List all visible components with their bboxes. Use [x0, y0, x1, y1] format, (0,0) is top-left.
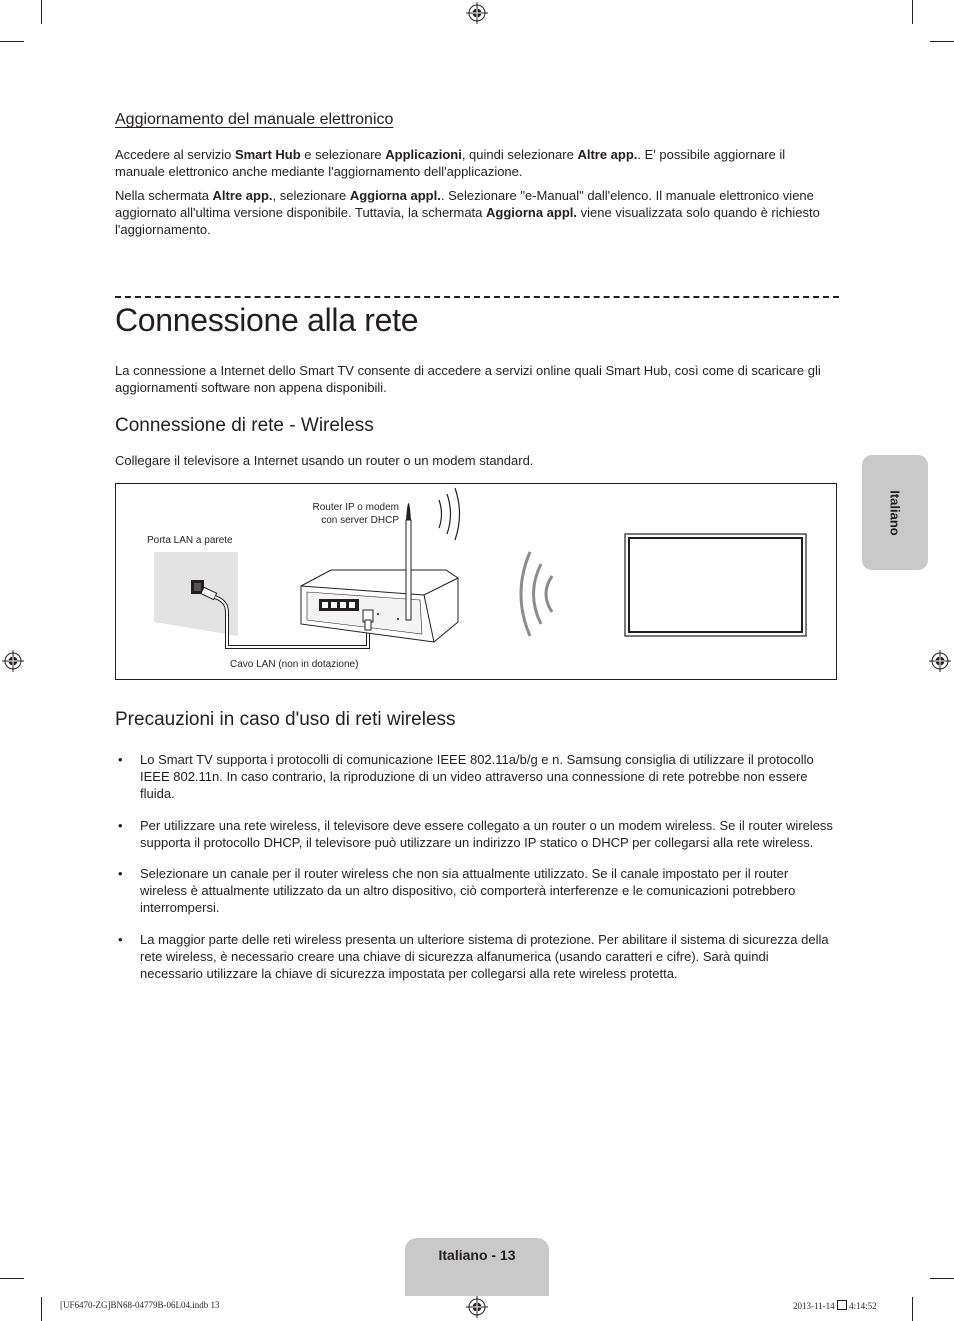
text-run: e selezionare [300, 147, 386, 162]
print-timestamp [793, 1300, 877, 1311]
print-file-info: [UF6470-ZG]BN68-04779B-06L04.indb 13 [60, 1300, 220, 1310]
bold-term: Smart Hub [234, 147, 301, 162]
language-side-tab-label: Italiano [887, 489, 903, 536]
wireless-diagram-illustration [116, 484, 836, 679]
list-item-text: La maggior parte delle reti wireless presenta un ulteriore sistema di protezione. Per abilitare il sistema di sicurezza della rete wireless, è necessario creare una chiave di sicurezza alfanumerica (usando caratteri e cifre). Sarà quindi necessario utilizzare la chiave di sicurezza impostata per collegarsi alla rete wireless protetta. [140, 931, 829, 981]
crop-mark [41, 0, 42, 24]
section-divider [115, 296, 839, 298]
bold-term: Aggiorna appl. [486, 205, 578, 220]
glyph-box-icon [837, 1300, 847, 1310]
update-heading: Aggiornamento del manuale elettronico [115, 111, 394, 128]
print-date: 2013-11-14 [793, 1301, 837, 1311]
text-run: Accedere al servizio [115, 147, 235, 162]
registration-mark-icon [466, 1296, 488, 1318]
text-run: . Selezionare "e-Manual" dall'elenco. Il manuale elettronico viene aggiornato all'ultima versione disponibile. Tuttavia, la schermata [115, 188, 814, 220]
crop-mark [0, 41, 24, 42]
router-signal-icon [439, 500, 442, 528]
text-run: viene visualizzata solo quando è richiesto l'aggiornamento. [115, 205, 820, 237]
page-title: Connessione alla rete [115, 302, 419, 338]
page-number-tab [405, 1238, 549, 1296]
bold-term: Altre app. [577, 147, 638, 162]
list-item [115, 931, 835, 982]
crop-mark [930, 41, 954, 42]
wall-port-label: Porta LAN a parete [147, 535, 233, 546]
crop-mark [41, 1297, 42, 1321]
registration-mark-icon [929, 650, 951, 672]
bold-term: Aggiorna appl. [349, 188, 441, 203]
wireless-signal-icon [546, 576, 552, 612]
bold-term: Altre app. [212, 188, 273, 203]
router-label-line-2: con server DHCP [321, 515, 399, 526]
print-time: 4:14:52 [846, 1301, 877, 1311]
list-item [115, 751, 835, 802]
precautions-heading: Precauzioni in caso d'uso di reti wireless [115, 709, 456, 730]
bullet-icon: • [118, 931, 123, 947]
wireless-diagram [115, 483, 837, 680]
text-run: , quindi selezionare [461, 147, 578, 162]
crop-mark [0, 1278, 24, 1279]
text-run: . E' possibile aggiornare il manuale elettronico anche mediante l'aggiornamento dell'applicazione. [115, 147, 786, 179]
update-paragraph-1 [115, 146, 837, 180]
list-item-text: Per utilizzare una rete wireless, il televisore deve essere collegato a un router o un modem wireless. Se il router wireless supporta il protocollo DHCP, il televisore può utilizzare un indirizzo IP statico o DHCP per collegarsi alla rete wireless. [140, 817, 833, 850]
crop-mark [930, 1278, 954, 1279]
bullet-icon: • [118, 866, 123, 881]
wireless-heading: Connessione di rete - Wireless [115, 415, 374, 436]
list-item [115, 865, 835, 916]
text-run: , selezionare [272, 188, 350, 203]
registration-mark-icon [2, 650, 24, 672]
tv-icon [625, 534, 806, 636]
bold-term: Applicazioni [385, 147, 462, 162]
update-paragraph-2 [115, 187, 837, 238]
registration-mark-icon [466, 2, 488, 24]
precautions-list [115, 751, 835, 996]
page-number-label: Italiano - 13 [438, 1247, 516, 1263]
list-item-text: Selezionare un canale per il router wireless che non sia attualmente utilizzato. Se il canale impostato per il router wireless è attualmente utilizzato da un altro dispositivo, ciò comporterà interferenze e le comunicazioni potrebbero interrompersi. [140, 866, 796, 915]
crop-mark [912, 0, 913, 24]
list-item [115, 817, 835, 851]
bullet-icon: • [118, 752, 123, 767]
network-intro: La connessione a Internet dello Smart TV consente di accedere a servizi online quali Smart Hub, così come di scaricare gli aggiornamenti software non appena disponibili. [115, 363, 821, 395]
cable-label: Cavo LAN (non in dotazione) [230, 659, 359, 670]
router-label-line-1: Router IP o modem [312, 502, 399, 513]
bullet-icon: • [118, 817, 123, 833]
list-item-text: Lo Smart TV supporta i protocolli di comunicazione IEEE 802.11a/b/g e n. Samsung consiglia di utilizzare il protocollo IEEE 802.11n. In caso contrario, la riproduzione di un video attraverso una connessione di rete potrebbe non essere fluida. [140, 752, 814, 801]
language-side-tab [862, 455, 928, 570]
router-label [296, 501, 399, 527]
crop-mark [912, 1297, 913, 1321]
wireless-text: Collegare il televisore a Internet usando un router o un modem standard. [115, 453, 534, 468]
text-run: Nella schermata [115, 188, 213, 203]
